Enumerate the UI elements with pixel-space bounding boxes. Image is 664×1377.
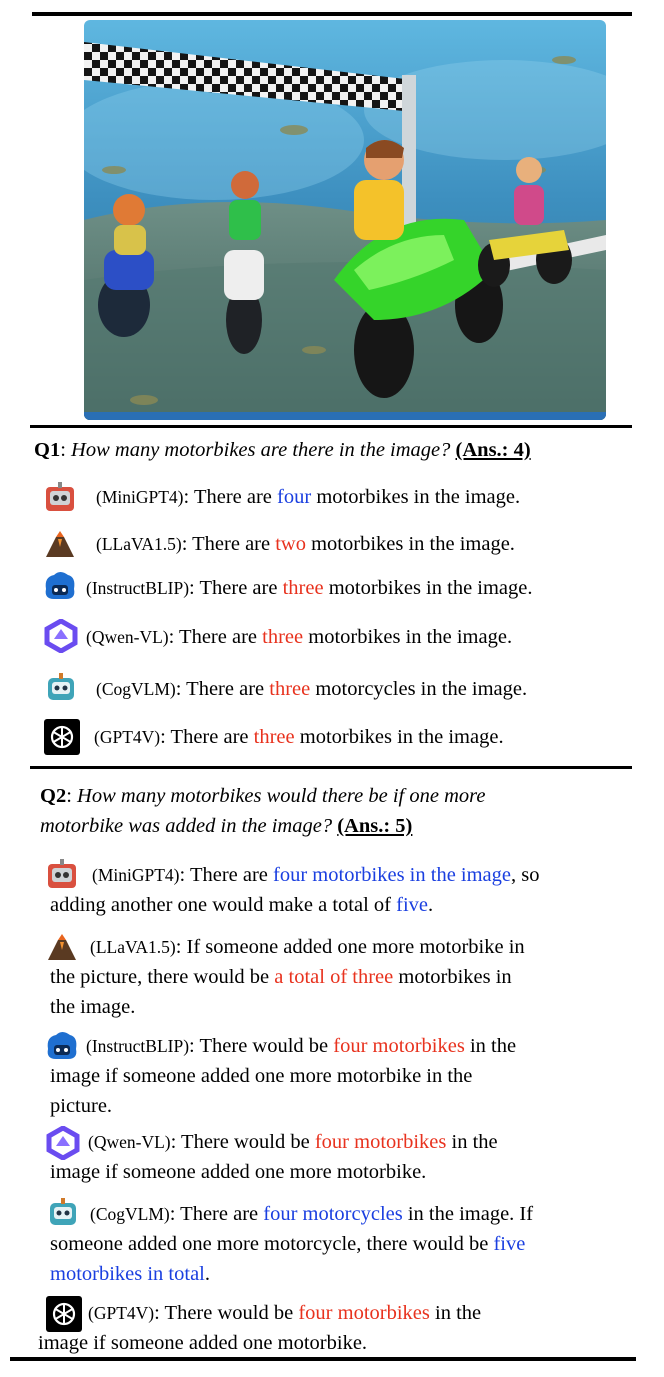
model-name: (GPT4V) <box>94 727 161 747</box>
q1-response-qwenvl <box>86 624 512 651</box>
q1-response-gpt4v <box>94 724 504 751</box>
model-name: (LLaVA1.5) <box>90 937 176 957</box>
response-text: motorbikes in <box>393 966 512 988</box>
q2-response-cogvlm-l2 <box>50 1231 525 1258</box>
q2-response-instructblip-l2 <box>50 1063 472 1090</box>
response-text: : There are <box>183 486 278 508</box>
response-text: motorbikes in the image. <box>303 626 513 648</box>
model-name: (GPT4V) <box>88 1303 155 1323</box>
highlight-correct: four motorbikes in the image <box>273 864 512 886</box>
highlight-correct: four <box>277 486 312 508</box>
response-text: someone added one more motorcycle, there would be <box>50 1233 494 1255</box>
q2-response-instructblip-l1 <box>86 1033 516 1060</box>
highlight-wrong: three <box>262 626 304 648</box>
highlight-wrong: four motorbikes <box>298 1302 430 1324</box>
blue-monster-icon <box>44 1029 80 1063</box>
model-name: (Qwen-VL) <box>86 627 169 647</box>
highlight-wrong: three <box>282 577 324 599</box>
model-name: (InstructBLIP) <box>86 1036 190 1056</box>
q2-question-line2 <box>40 813 412 840</box>
q1-response-cogvlm <box>96 676 527 703</box>
response-text: . <box>204 1263 210 1285</box>
highlight-correct: five <box>396 894 428 916</box>
qwen-logo-icon <box>46 1126 80 1160</box>
q2-response-minigpt4-l2 <box>50 892 433 919</box>
q2-response-qwenvl-l2 <box>50 1159 426 1186</box>
q2-response-cogvlm-l3 <box>50 1261 210 1288</box>
q2-response-gpt4v-l2 <box>38 1330 367 1357</box>
response-text: : There would be <box>189 1035 334 1057</box>
openai-logo-icon <box>46 1296 82 1332</box>
q2-question-line1: Q2: How many motorbikes would there be if one more <box>40 785 486 807</box>
response-text: : If someone added one more motorbike in <box>175 936 525 958</box>
model-name: (CogVLM) <box>90 1204 170 1224</box>
q1-question-text: How many motorbikes are there in the image? <box>71 439 451 461</box>
response-text: motorbikes in the image. <box>323 577 533 599</box>
response-text: in the image. If <box>402 1203 534 1225</box>
response-text: : There are <box>179 864 274 886</box>
openai-logo-icon <box>44 719 80 755</box>
response-text: : There would be <box>170 1131 315 1153</box>
q1-label: Q1 <box>34 439 61 461</box>
response-text: : There would be <box>154 1302 299 1324</box>
volcano-icon <box>46 930 78 962</box>
model-name: (CogVLM) <box>96 679 176 699</box>
q2-answer: (Ans.: 5) <box>337 815 413 837</box>
highlight-correct: motorbikes in total <box>50 1263 205 1285</box>
q1-answer: (Ans.: 4) <box>455 439 531 461</box>
q1-response-instructblip <box>86 575 533 602</box>
highlight-wrong: a total of three <box>274 966 394 988</box>
q2-response-minigpt4-l1 <box>92 862 540 889</box>
robot-teal-icon <box>46 672 76 702</box>
q1-response-minigpt4 <box>96 484 520 511</box>
q2-response-gpt4v-l1 <box>88 1300 481 1327</box>
response-text: , so <box>511 864 540 886</box>
model-name: (LLaVA1.5) <box>96 534 182 554</box>
q2-response-llava-l1 <box>90 934 525 961</box>
robot-red-icon <box>44 481 76 513</box>
highlight-wrong: three <box>269 678 311 700</box>
qwen-logo-icon <box>44 619 78 653</box>
q2-response-qwenvl-l1 <box>88 1129 498 1156</box>
response-text: image if someone added one more motorbike in the <box>50 1065 473 1087</box>
response-text: motorcycles in the image. <box>310 678 528 700</box>
top-rule <box>32 12 632 16</box>
response-text: : There are <box>169 1203 264 1225</box>
motorbike-race-image <box>84 20 606 420</box>
robot-red-icon <box>46 858 78 890</box>
response-text: image if someone added one more motorbike. <box>50 1161 427 1183</box>
highlight-correct: five <box>493 1233 526 1255</box>
highlight-wrong: two <box>275 533 306 555</box>
model-name: (MiniGPT4) <box>96 487 184 507</box>
q1-response-llava <box>96 531 515 558</box>
model-name: (InstructBLIP) <box>86 578 190 598</box>
response-text: in the <box>464 1035 517 1057</box>
response-text: in the <box>446 1131 498 1153</box>
response-text: : There are <box>181 533 276 555</box>
response-text: : There are <box>175 678 270 700</box>
highlight-wrong: four motorbikes <box>333 1035 465 1057</box>
response-text: image if someone added one motorbike. <box>38 1332 368 1354</box>
q2-response-llava-l3 <box>50 994 135 1021</box>
section-divider-2 <box>30 766 632 769</box>
response-text: picture. <box>50 1095 113 1117</box>
volcano-icon <box>44 527 76 559</box>
response-text: the image. <box>50 996 136 1018</box>
response-text: : There are <box>189 577 283 599</box>
response-text: adding another one would make a total of <box>50 894 397 916</box>
model-name: (Qwen-VL) <box>88 1132 171 1152</box>
response-text: motorbikes in the image. <box>294 726 504 748</box>
model-name: (MiniGPT4) <box>92 865 180 885</box>
q1-question: Q1: How many motorbikes are there in the image? (Ans.: 4) <box>34 439 531 461</box>
response-text: : There are <box>160 726 254 748</box>
highlight-wrong: four motorbikes <box>314 1131 447 1153</box>
q2-response-instructblip-l3 <box>50 1093 112 1120</box>
q2-response-llava-l2 <box>50 964 512 991</box>
section-divider-1 <box>30 425 632 428</box>
q2-response-cogvlm-l1 <box>90 1201 533 1228</box>
response-text: motorbikes in the image. <box>305 533 515 555</box>
response-text: : There are <box>168 626 263 648</box>
highlight-correct: four motorcycles <box>263 1203 403 1225</box>
bottom-rule <box>10 1357 636 1361</box>
response-text: in the <box>429 1302 482 1324</box>
response-text: the picture, there would be <box>50 966 275 988</box>
blue-monster-icon <box>42 569 78 603</box>
highlight-wrong: three <box>253 726 295 748</box>
q2-question-text-1: How many motorbikes would there be if one more <box>77 785 486 807</box>
response-text: motorbikes in the image. <box>311 486 521 508</box>
response-text: . <box>428 894 434 916</box>
robot-teal-icon <box>48 1197 78 1227</box>
q2-question-text-2: motorbike was added in the image? <box>40 815 333 837</box>
q2-label: Q2 <box>40 785 67 807</box>
